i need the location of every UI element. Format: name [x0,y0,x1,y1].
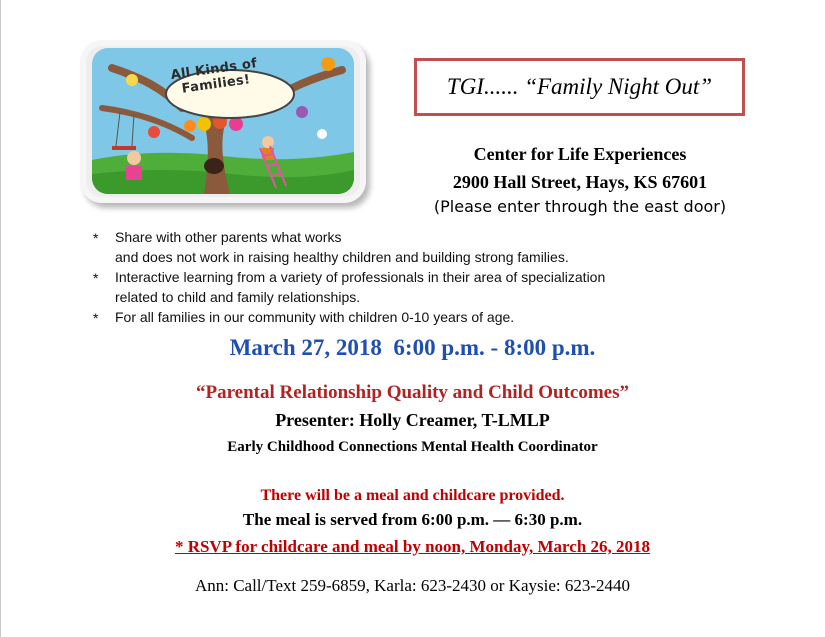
event-title: TGI...... “Family Night Out” [446,74,713,99]
talk-title: “Parental Relationship Quality and Child Outcomes” [195,382,629,403]
asterisk-icon: * [93,230,99,246]
asterisk-icon: * [93,310,99,326]
list-item [91,227,731,267]
list-item-line: Interactive learning from a variety of professionals in their area of specialization [115,269,606,285]
list-item [91,307,731,327]
list-item-line: For all families in our community with children 0-10 years of age. [115,309,515,325]
book-title: All Kinds of Families! [169,56,259,97]
venue-name: Center for Life Experiences [473,144,687,164]
asterisk-icon: * [93,270,99,286]
venue-block [405,140,755,196]
list-item-line: related to child and family relationships. [115,289,361,305]
venue-address: 2900 Hall Street, Hays, KS 67601 [452,172,708,192]
list-item-line: and does not work in raising healthy children and building strong families. [115,249,569,265]
list-item [91,267,731,307]
contact-info: Ann: Call/Text 259-6859, Karla: 623-2430 or Kaysie: 623-2440 [194,576,631,595]
tree-illustration [92,48,354,194]
book-cover-image [80,40,366,203]
presenter-role: Early Childhood Connections Mental Health Coordinator [227,439,598,455]
list-item-line: Share with other parents what works [115,229,342,245]
highlights-list [91,227,731,327]
rsvp-deadline: * RSVP for childcare and meal by noon, Monday, March 26, 2018 [174,537,651,556]
presenter: Presenter: Holly Creamer, T-LMLP [275,410,550,430]
event-title-box [414,58,745,116]
meal-serving-time: The meal is served from 6:00 p.m. — 6:30 p.m. [242,510,583,529]
event-date-time: March 27, 2018 6:00 p.m. - 8:00 p.m. [229,335,596,360]
meal-announcement: There will be a meal and childcare provided. [260,487,565,504]
venue-note: (Please enter through the east door) [433,197,727,216]
